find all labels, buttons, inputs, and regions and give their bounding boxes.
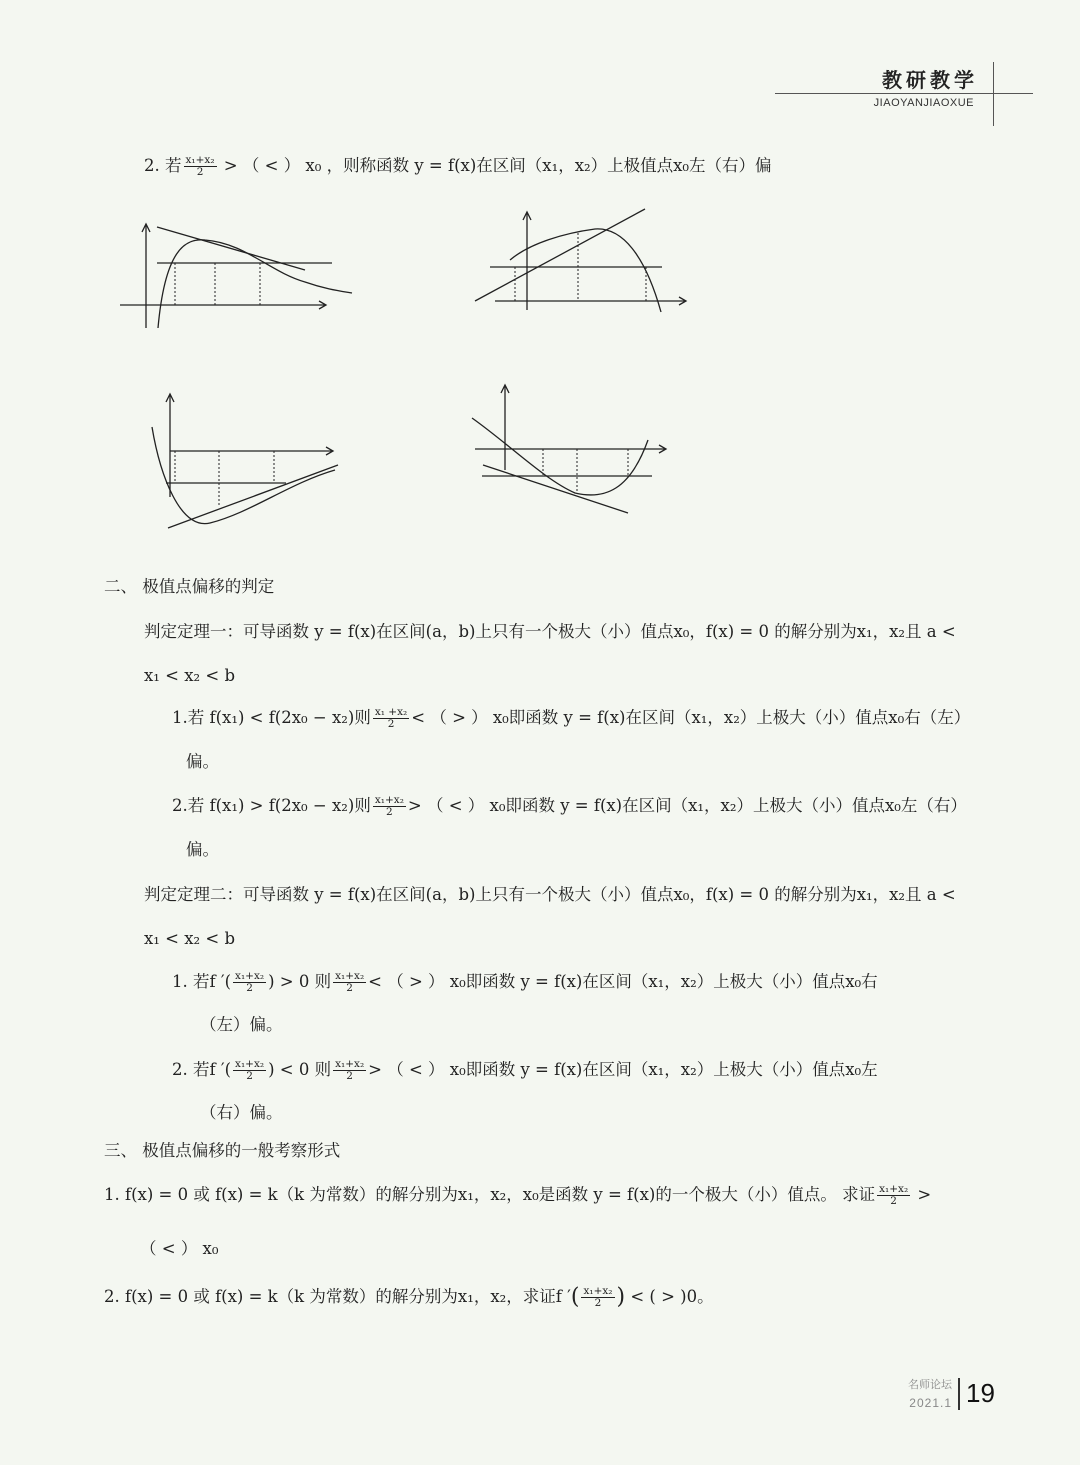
- intro-rest: > （ < ） x₀ ，则称函数 y = f(x)在区间（x₁，x₂）上极值点x₀左（右）偏: [218, 156, 772, 175]
- theorem1-item2-cont: 偏。: [186, 840, 219, 859]
- page-number: 19: [966, 1378, 995, 1408]
- graph-min-left-shift: [140, 385, 360, 540]
- fraction: $\frac{\text{x₁+x₂}}{2}$: [335, 970, 365, 994]
- curve: [158, 240, 352, 328]
- fraction: $\frac{\text{x₁+x₂}}{2}$: [374, 794, 404, 818]
- tangent-line: [475, 209, 645, 301]
- theorem2-item1-cont: （左）偏。: [200, 1015, 283, 1034]
- theorem2-condition: x₁ < x₂ < b: [144, 929, 236, 948]
- tangent-line: [483, 465, 628, 513]
- exam-form-item2: 2. f(x) = 0 或 f(x) = k（k 为常数）的解分别为x₁，x₂，求证f ′( $\frac{\text{x₁+x₂}}{2}$ ) < ( > )0。: [104, 1284, 714, 1310]
- fraction: $\frac{\text{x₁ +x₂}}{2}$: [374, 706, 408, 730]
- graph-max-left-shift: [110, 210, 370, 340]
- curve: [472, 418, 648, 495]
- intro-item: [144, 155, 772, 178]
- graph-max-right-shift: [470, 205, 700, 325]
- journal-section-title: 教研教学: [882, 68, 978, 92]
- theorem2-item2: 2. 若f ′( $\frac{\text{x₁+x₂}}{2}$ ) < 0 则 $\frac{\text{x₁+x₂}}{2}$ > （ < ） x₀即函数 y = f(x)在区间（x₁，x₂）上极大（小）值点x₀左: [172, 1058, 878, 1082]
- exam-form-item1: 1. f(x) = 0 或 f(x) = k（k 为常数）的解分别为x₁，x₂，x₀是函数 y = f(x)的一个极大（小）值点。 求证 $\frac{\text{x₁+x₂}}{2}$ >: [104, 1183, 932, 1207]
- fraction: $\frac{\text{x₁+x₂}}{2}$: [583, 1285, 613, 1309]
- journal-section-subtitle: JIAOYANJIAOXUE: [873, 97, 974, 109]
- fraction: $\frac{\text{x₁+x₂}}{2}$: [235, 970, 265, 994]
- theorem1-item1-cont: 偏。: [186, 752, 219, 771]
- fraction: $\frac{\text{x₁+x₂}}{2}$: [185, 154, 215, 178]
- header-vertical-rule: [993, 62, 994, 126]
- exam-form-item1-cont: （ < ） x₀: [140, 1239, 219, 1258]
- theorem2-item2-cont: （右）偏。: [200, 1103, 283, 1122]
- theorem1-statement: 判定定理一：可导函数 y = f(x)在区间(a，b)上只有一个极大（小）值点x₀，f(x) = 0 的解分别为x₁，x₂且 a <: [144, 622, 956, 641]
- tangent-line: [168, 465, 338, 528]
- section-heading: 三、 极值点偏移的一般考察形式: [104, 1141, 341, 1160]
- theorem2-item1: 1. 若f ′( $\frac{\text{x₁+x₂}}{2}$ ) > 0 则 $\frac{\text{x₁+x₂}}{2}$ < （ > ） x₀即函数 y = f(x)在区间（x₁，x₂）上极大（小）值点x₀右: [172, 970, 878, 994]
- curve: [152, 427, 335, 524]
- fraction: $\frac{\text{x₁+x₂}}{2}$: [335, 1058, 365, 1082]
- footer-issue-date: 2021.1: [909, 1396, 952, 1410]
- theorem1-condition: x₁ < x₂ < b: [144, 666, 236, 685]
- fraction: $\frac{\text{x₁+x₂}}{2}$: [879, 1183, 909, 1207]
- theorem2-statement: 判定定理二：可导函数 y = f(x)在区间(a，b)上只有一个极大（小）值点x₀，f(x) = 0 的解分别为x₁，x₂且 a <: [144, 885, 956, 904]
- fraction: $\frac{\text{x₁+x₂}}{2}$: [235, 1058, 265, 1082]
- theorem1-item1: 1.若 f(x₁) < f(2x₀ − x₂)则 $\frac{\text{x₁ +x₂}}{2}$ < （ > ） x₀即函数 y = f(x)在区间（x₁，x₂）上极大（小）值点x₀右（左）: [172, 706, 971, 730]
- section-heading: 二、 极值点偏移的判定: [104, 577, 275, 596]
- footer-divider: [958, 1378, 960, 1410]
- graph-min-right-shift: [465, 380, 685, 525]
- intro-lead: 2. 若: [144, 156, 182, 175]
- footer-column-name: 名师论坛: [908, 1378, 952, 1391]
- theorem1-item2: 2.若 f(x₁) > f(2x₀ − x₂)则 $\frac{\text{x₁+x₂}}{2}$ > （ < ） x₀即函数 y = f(x)在区间（x₁，x₂）上极大（小）值点x₀左（右）: [172, 794, 967, 818]
- header-rule: [775, 93, 1033, 94]
